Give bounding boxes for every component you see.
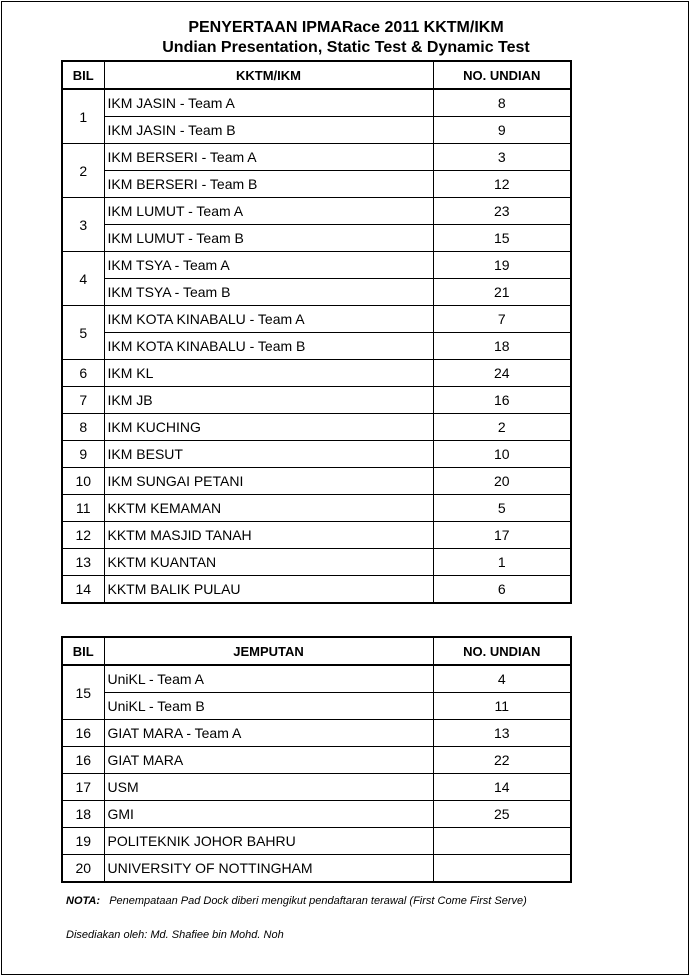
bil-cell: 7 [62, 387, 104, 414]
draw-number-cell: 5 [433, 495, 571, 522]
institution-cell: KKTM MASJID TANAH [104, 522, 433, 549]
table-row [62, 468, 571, 495]
bil-cell: 6 [62, 360, 104, 387]
institution-cell: IKM JASIN - Team A [104, 89, 433, 117]
bil-cell: 14 [62, 576, 104, 604]
table-row [62, 693, 571, 720]
table-row [62, 89, 571, 117]
table-row [62, 306, 571, 333]
institution-cell: IKM JASIN - Team B [104, 117, 433, 144]
draw-number-cell: 9 [433, 117, 571, 144]
table-row [62, 495, 571, 522]
bil-cell: 16 [62, 720, 104, 747]
institution-cell: IKM SUNGAI PETANI [104, 468, 433, 495]
institution-cell: IKM KUCHING [104, 414, 433, 441]
institution-cell: IKM TSYA - Team B [104, 279, 433, 306]
bil-cell: 9 [62, 441, 104, 468]
footnote-text: Penempataan Pad Dock diberi mengikut pendaftaran terawal (First Come First Serve) [109, 895, 527, 907]
draw-number-cell: 3 [433, 144, 571, 171]
institution-cell: IKM KL [104, 360, 433, 387]
institution-cell: USM [104, 774, 433, 801]
institution-cell: IKM LUMUT - Team B [104, 225, 433, 252]
bil-cell: 12 [62, 522, 104, 549]
table-header-row [62, 637, 571, 665]
draw-number-cell: 1 [433, 549, 571, 576]
header-institution: KKTM/IKM [104, 61, 433, 89]
table-row [62, 198, 571, 225]
draw-number-cell: 11 [433, 693, 571, 720]
table-row [62, 171, 571, 198]
prepared-by: Disediakan oleh: Md. Shafiee bin Mohd. Noh [66, 929, 284, 941]
draw-number-cell: 10 [433, 441, 571, 468]
bil-cell: 11 [62, 495, 104, 522]
bil-cell: 8 [62, 414, 104, 441]
table-row [62, 855, 571, 883]
institution-cell: IKM KOTA KINABALU - Team A [104, 306, 433, 333]
table-row [62, 665, 571, 693]
table-row [62, 252, 571, 279]
draw-number-cell: 21 [433, 279, 571, 306]
table-row [62, 144, 571, 171]
bil-cell: 4 [62, 252, 104, 306]
institution-cell: IKM BERSERI - Team B [104, 171, 433, 198]
table-row [62, 225, 571, 252]
institution-cell: GMI [104, 801, 433, 828]
bil-cell: 20 [62, 855, 104, 883]
draw-number-cell: 8 [433, 89, 571, 117]
table-row [62, 360, 571, 387]
draw-number-cell: 12 [433, 171, 571, 198]
draw-number-cell: 24 [433, 360, 571, 387]
bil-cell: 5 [62, 306, 104, 360]
bil-cell: 17 [62, 774, 104, 801]
draw-number-cell [433, 828, 571, 855]
draw-number-cell: 4 [433, 665, 571, 693]
header-bil: BIL [62, 61, 104, 89]
draw-number-cell: 2 [433, 414, 571, 441]
institution-cell: IKM KOTA KINABALU - Team B [104, 333, 433, 360]
header-invited: JEMPUTAN [104, 637, 433, 665]
draw-number-cell: 22 [433, 747, 571, 774]
institution-cell: IKM BESUT [104, 441, 433, 468]
institution-cell: IKM BERSERI - Team A [104, 144, 433, 171]
institution-cell: KKTM KUANTAN [104, 549, 433, 576]
header-draw-number: NO. UNDIAN [433, 61, 571, 89]
draw-number-cell: 25 [433, 801, 571, 828]
draw-number-cell: 17 [433, 522, 571, 549]
table-row [62, 747, 571, 774]
table-row [62, 414, 571, 441]
table-row [62, 720, 571, 747]
jemputan-table [61, 636, 572, 883]
table-header-row [62, 61, 571, 89]
footnote-label: NOTA: [66, 895, 101, 907]
bil-cell: 3 [62, 198, 104, 252]
bil-cell: 15 [62, 665, 104, 720]
institution-cell: KKTM BALIK PULAU [104, 576, 433, 604]
table-row [62, 774, 571, 801]
draw-number-cell: 6 [433, 576, 571, 604]
page-title: PENYERTAAN IPMARace 2011 KKTM/IKM [188, 19, 504, 36]
draw-number-cell [433, 855, 571, 883]
bil-cell: 19 [62, 828, 104, 855]
table-row [62, 549, 571, 576]
bil-cell: 2 [62, 144, 104, 198]
table-row [62, 576, 571, 604]
draw-number-cell: 13 [433, 720, 571, 747]
institution-cell: IKM JB [104, 387, 433, 414]
table-row [62, 279, 571, 306]
table-row [62, 387, 571, 414]
draw-number-cell: 14 [433, 774, 571, 801]
draw-number-cell: 16 [433, 387, 571, 414]
table-row [62, 828, 571, 855]
draw-number-cell: 19 [433, 252, 571, 279]
table-row [62, 333, 571, 360]
table-row [62, 522, 571, 549]
institution-cell: UNIVERSITY OF NOTTINGHAM [104, 855, 433, 883]
table-row [62, 801, 571, 828]
bil-cell: 18 [62, 801, 104, 828]
institution-cell: GIAT MARA - Team A [104, 720, 433, 747]
institution-cell: IKM LUMUT - Team A [104, 198, 433, 225]
header-draw-number: NO. UNDIAN [433, 637, 571, 665]
bil-cell: 1 [62, 89, 104, 144]
draw-number-cell: 23 [433, 198, 571, 225]
institution-cell: UniKL - Team A [104, 665, 433, 693]
draw-number-cell: 18 [433, 333, 571, 360]
page-subtitle: Undian Presentation, Static Test & Dynamic Test [162, 39, 530, 56]
bil-cell: 16 [62, 747, 104, 774]
table-row [62, 441, 571, 468]
header-bil: BIL [62, 637, 104, 665]
institution-cell: GIAT MARA [104, 747, 433, 774]
institution-cell: IKM TSYA - Team A [104, 252, 433, 279]
draw-number-cell: 20 [433, 468, 571, 495]
institution-cell: POLITEKNIK JOHOR BAHRU [104, 828, 433, 855]
draw-number-cell: 15 [433, 225, 571, 252]
bil-cell: 13 [62, 549, 104, 576]
table-row [62, 117, 571, 144]
bil-cell: 10 [62, 468, 104, 495]
kktm-ikm-table [61, 60, 572, 604]
institution-cell: UniKL - Team B [104, 693, 433, 720]
footnote [66, 895, 527, 907]
draw-number-cell: 7 [433, 306, 571, 333]
institution-cell: KKTM KEMAMAN [104, 495, 433, 522]
